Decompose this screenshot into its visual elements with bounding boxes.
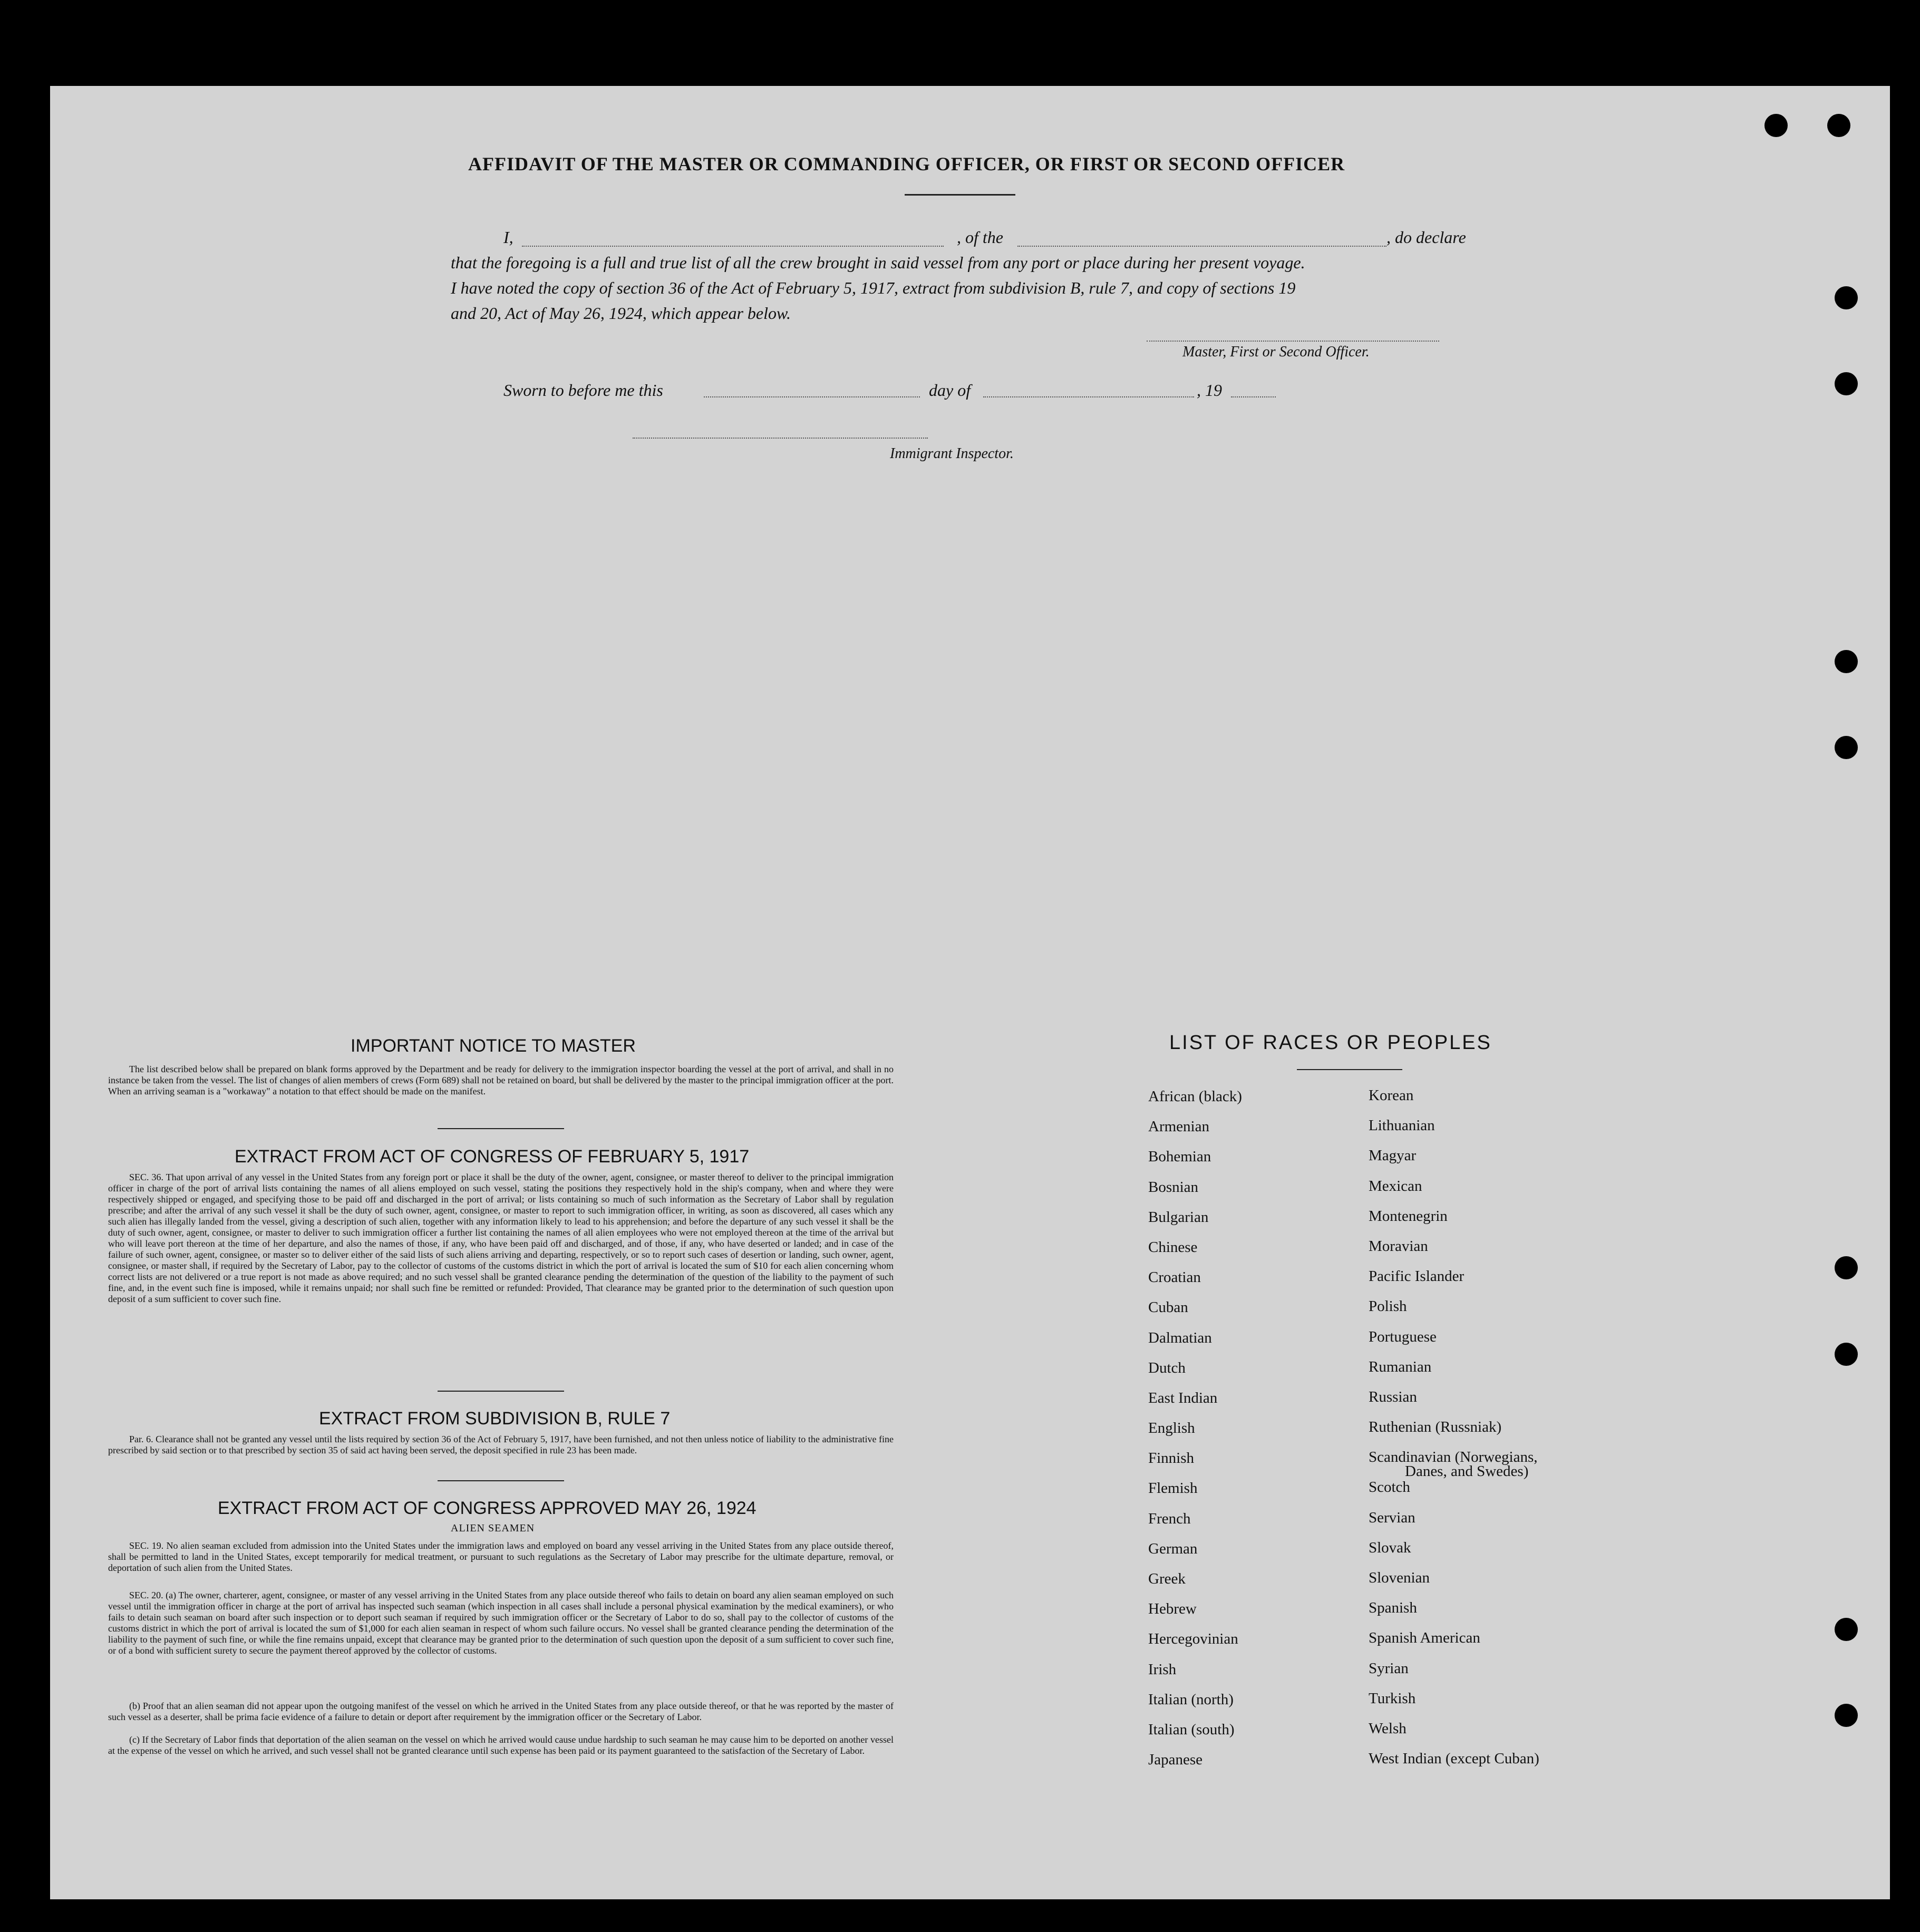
extract-1924-title: EXTRACT FROM ACT OF CONGRESS APPROVED MAY 26, 1924 — [218, 1498, 757, 1518]
race-item: Italian (north) — [1148, 1691, 1234, 1708]
name-blank[interactable] — [522, 246, 944, 247]
sworn-year-blank[interactable] — [1231, 396, 1276, 397]
extract-1924-sec20a: SEC. 20. (a) The owner, charterer, agent, consignee, or master of any vessel arriving in the United States from any place outside thereof who fails to detain on board any alien seaman employed on such vessel until the immigration officer in charge at the port of arrival has inspected such seaman (which inspection in all cases shall include a personal physical examination by the medical examiners), or who fails to detain such seaman on board after such inspection or to deport such seaman if required by such immigration officer or the Secretary of Labor to do so, shall pay to the collector of customs of the customs district in which the port of arrival is located the sum of $1,000 for each alien seaman in respect of whom such failure occurs. No vessel shall be granted clearance pending the determination of the liability to the payment of such fine, or while the fine remains unpaid, except that clearance may be granted prior to the determination of such question upon the deposit of a sum sufficient to cover such fine, or of a bond with sufficient surety to secure the payment thereof approved by the collector of customs. — [108, 1590, 894, 1656]
race-item: Dalmatian — [1148, 1329, 1212, 1346]
punch-hole — [1835, 1704, 1858, 1727]
declaration-line-4: and 20, Act of May 26, 1924, which appear below. — [451, 304, 791, 323]
sworn-a: Sworn to before me this — [503, 381, 663, 400]
race-item: Scotch — [1369, 1479, 1410, 1496]
notice-text: The list described below shall be prepared on blank forms approved by the Department and be ready for delivery to the immigration inspector boarding the vessel at the port of arrival, and shall in no instance be taken from the vessel. The list of changes of alien members of crews (Form 689) shall not be retained on board, but shall be delivered by the master to the principal immigration officer at the port. When an arriving seaman is a "workaway" a notation to that effect should be made on the manifest. — [108, 1064, 894, 1096]
sworn-b: day of — [929, 381, 971, 400]
race-item: Moravian — [1369, 1237, 1428, 1255]
race-item-continuation: Danes, and Swedes) — [1405, 1463, 1529, 1480]
races-title: LIST OF RACES OR PEOPLES — [1169, 1032, 1492, 1054]
race-item: Montenegrin — [1369, 1207, 1448, 1225]
race-item: Hebrew — [1148, 1600, 1197, 1618]
punch-hole — [1835, 372, 1858, 395]
sworn-day-blank[interactable] — [704, 396, 920, 397]
race-item: Korean — [1369, 1087, 1414, 1104]
race-item: Polish — [1369, 1298, 1407, 1315]
extract-1917-text: SEC. 36. That upon arrival of any vessel in the United States from any foreign port or place it shall be the duty of the owner, agent, consignee, or master thereof to deliver to the principal immigration officer in charge of the port of arrival lists containing the names of all aliens employed on such vessel, stating the positions they respectively hold in the ship's company, when and where they were respectively shipped or engaged, and specifying those to be paid off and discharged in the port of arrival; or lists containing so much of such information as the Secretary of Labor shall by regulation prescribe; and after the arrival of any such vessel it shall be the duty of such owner, agent, consignee, or master to report to such immigration officer, in writing, as soon as discovered, all cases which any such alien has illegally landed from the vessel, giving a description of such alien, together with any information likely to lead to his apprehension; and before the departure of any such vessel it shall be the duty of such owner, agent, consignee, or master to deliver to such immigration officer a further list containing the names of all alien employees who were not employed thereon at the time of the arrival but who will leave port thereon at the time of her departure, and also the names of those, if any, who have been paid off and discharged, and of those, if any, who have deserted or landed; and in case of the failure of such owner, agent, consignee, or master so to deliver either of the said lists of such aliens arriving and departing, respectively, or so to report such cases of desertion or landing, such owner, agent, consignee, or master shall, if required by the Secretary of Labor, pay to the collector of customs of the customs district in which the port of arrival is located the sum of $10 for each alien concerning whom correct lists are not delivered or a true report is not made as above required; and no such vessel shall be granted clearance pending the determination of the question of the liability to the payment of such fine, and, in the event such fine is imposed, while it remains unpaid; nor shall such fine be remitted or refunded: Provided, That clearance may be granted prior to the determination of such question upon deposit of a sum sufficient to cover such fine. — [108, 1172, 894, 1304]
races-column-2 — [1369, 1088, 1539, 1781]
punch-hole — [1764, 114, 1788, 137]
race-item: Syrian — [1369, 1659, 1409, 1677]
divider — [438, 1480, 564, 1481]
race-item: Italian (south) — [1148, 1721, 1235, 1738]
punch-hole — [1835, 1618, 1858, 1641]
race-item: Servian — [1369, 1509, 1415, 1526]
master-signature-line[interactable] — [1147, 341, 1439, 342]
declaration-line-1a: I, — [503, 228, 513, 247]
race-item: Ruthenian (Russniak) — [1369, 1419, 1502, 1436]
sworn-month-blank[interactable] — [983, 396, 1194, 397]
punch-hole — [1835, 286, 1858, 309]
race-item: Russian — [1369, 1388, 1417, 1405]
race-item: Bosnian — [1148, 1178, 1199, 1196]
race-item: Japanese — [1148, 1751, 1203, 1769]
divider — [438, 1128, 564, 1129]
race-item: Spanish American — [1369, 1629, 1480, 1647]
race-item: German — [1148, 1540, 1198, 1557]
punch-hole — [1827, 114, 1850, 137]
race-item: Portuguese — [1369, 1328, 1437, 1345]
extract-1924-sec19: SEC. 19. No alien seaman excluded from admission into the United States under the immigration laws and employed on board any vessel arriving in the United States from any place outside thereof, shall be permitted to land in the United States, except temporarily for medical treatment, or pursuant to such regulations as the Secretary of Labor may prescribe for the ultimate departure, removal, or deportation of such alien from the United States. — [108, 1540, 894, 1573]
declaration-line-3: I have noted the copy of section 36 of the Act of February 5, 1917, extract from subdivision B, rule 7, and copy of sections 19 — [451, 278, 1296, 297]
race-item: Chinese — [1148, 1238, 1198, 1256]
race-item: Lithuanian — [1369, 1117, 1435, 1134]
declaration-line-1c: , do declare — [1386, 228, 1466, 247]
race-item: Cuban — [1148, 1299, 1188, 1316]
race-item: Greek — [1148, 1570, 1186, 1587]
race-item: Mexican — [1369, 1177, 1422, 1195]
rule7-text: Par. 6. Clearance shall not be granted any vessel until the lists required by section 36 of the Act of February 5, 1917, have been furnished, and not then unless notice of liability to the administrative fine prescribed by said section or to that prescribed by section 35 of said act having been served, the deposit specified in rule 23 has been made. — [108, 1434, 894, 1455]
declaration-line-1b: , of the — [957, 228, 1003, 247]
affidavit-title: AFFIDAVIT OF THE MASTER OR COMMANDING OFFICER, OR FIRST OR SECOND OFFICER — [468, 153, 1345, 174]
extract-1917-title: EXTRACT FROM ACT OF CONGRESS OF FEBRUARY 5, 1917 — [235, 1147, 750, 1167]
race-item: Magyar — [1369, 1147, 1417, 1164]
title-rule — [905, 194, 1015, 196]
race-item: African (black) — [1148, 1088, 1242, 1105]
divider — [438, 1391, 564, 1392]
inspector-signature-label: Immigrant Inspector. — [890, 445, 1014, 462]
race-item: Croatian — [1148, 1269, 1201, 1286]
race-item: French — [1148, 1510, 1191, 1527]
extract-1924-subtitle: ALIEN SEAMEN — [451, 1522, 535, 1534]
race-item: West Indian (except Cuban) — [1369, 1750, 1539, 1768]
race-item: Scandinavian (Norwegians, — [1369, 1449, 1538, 1466]
race-item: Slovak — [1369, 1539, 1411, 1556]
race-item: Finnish — [1148, 1450, 1195, 1467]
extract-1924-sec20c: (c) If the Secretary of Labor finds that deportation of the alien seaman on the vessel on which he arrived would cause undue hardship to such seaman he may cause him to be deported on another vessel at the expense of the vessel on which he arrived, and such vessel shall not be granted clearance until such expense has been paid or its payment guaranteed to the satisfaction of the Secretary of Labor. — [108, 1734, 894, 1756]
declaration-line-2: that the foregoing is a full and true list of all the crew brought in said vessel from any port or place during her present voyage. — [451, 253, 1305, 272]
extract-1924-sec20b: (b) Proof that an alien seaman did not appear upon the outgoing manifest of the vessel on which he arrived in the United States from any place outside thereof, or that he was reported by the master of such vessel as a deserter, shall be prima facie evidence of a failure to detain or deport after requirement by the immigration officer or the Secretary of Labor. — [108, 1701, 894, 1722]
master-signature-label: Master, First or Second Officer. — [1182, 344, 1370, 360]
races-divider — [1297, 1069, 1402, 1070]
race-item: Bohemian — [1148, 1148, 1211, 1166]
race-item: Rumanian — [1369, 1358, 1432, 1375]
races-column-1 — [1148, 1089, 1242, 1782]
race-item: Flemish — [1148, 1480, 1198, 1497]
race-item: Turkish — [1369, 1690, 1416, 1707]
rule7-title: EXTRACT FROM SUBDIVISION B, RULE 7 — [319, 1409, 671, 1429]
race-item: Bulgarian — [1148, 1208, 1209, 1226]
vessel-blank[interactable] — [1017, 246, 1386, 247]
race-item: Spanish — [1369, 1599, 1417, 1617]
race-item: East Indian — [1148, 1389, 1218, 1406]
punch-hole — [1835, 1256, 1858, 1279]
notice-title: IMPORTANT NOTICE TO MASTER — [351, 1036, 636, 1056]
race-item: Welsh — [1369, 1720, 1407, 1737]
race-item: Dutch — [1148, 1359, 1186, 1376]
punch-hole — [1835, 1343, 1858, 1366]
race-item: Slovenian — [1369, 1569, 1430, 1586]
inspector-signature-line[interactable] — [633, 438, 928, 439]
race-item: Irish — [1148, 1661, 1177, 1678]
race-item: Hercegovinian — [1148, 1630, 1238, 1648]
race-item: English — [1148, 1420, 1195, 1437]
race-item: Armenian — [1148, 1118, 1209, 1135]
punch-hole — [1835, 736, 1858, 759]
punch-hole — [1835, 650, 1858, 673]
sworn-c: , 19 — [1197, 381, 1222, 400]
race-item: Pacific Islander — [1369, 1268, 1465, 1285]
